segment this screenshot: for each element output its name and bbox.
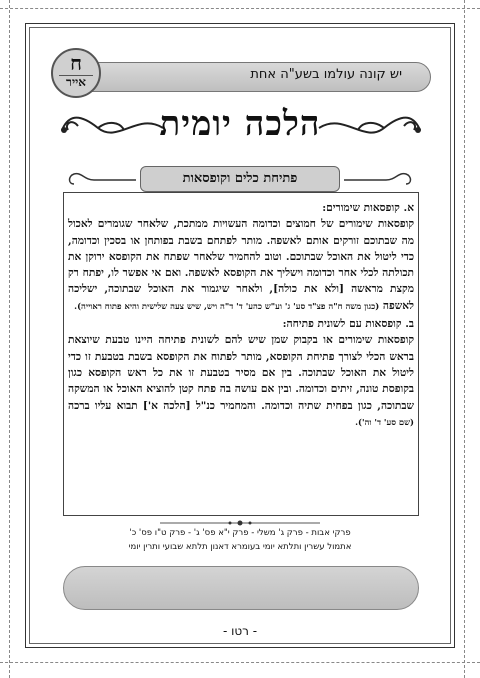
cut-line-bottom: [0, 662, 480, 663]
seal-letter: ח: [70, 51, 82, 75]
footer-divider-ornament: [160, 520, 320, 526]
footer-omer-count: אתמול עשרין ותלתא יומי בעומרא דאנון תלתא שבועי ותרין יומי: [128, 542, 352, 552]
cut-line-right: [464, 0, 465, 678]
section-b-source: (שם סע' ד' וה').: [355, 416, 414, 427]
section-b-text: קופסאות שימורים או בקבוק שמן שיש להם לשונית פתיחה היינו טבעת שיוצאת בראש הכלי לצורך פתיחת הקופסא, מותר לפתוח את הקופסא בשבת בטבעת זו כדי ליטול את האוכל שבתוכה. בין אם מסיר בטבעת זו את כל ראש הקופסא כגון בקופסת טונה, זיתים וכדומה. ובין אם עושה בה פתח קטן להוציא האוכל או המשקה שבתוכה, כגון בפחית שתיה וכדומה. והמחמיר כנ"ל [הלכה א'] תבוא עליו ברכה: [68, 334, 414, 412]
bottom-bar: [63, 566, 419, 610]
content-body: [68, 200, 414, 430]
page-number: - רטו -: [222, 624, 258, 638]
section-ornament-right: [342, 170, 416, 190]
header-text: יש קונה עולמו בשע"ה אחת: [250, 67, 402, 82]
section-ornament-left: [64, 170, 138, 190]
section-a: [68, 200, 414, 314]
section-a-text: קופסאות שימורים של חמוצים וכדומה העשויות ממתכת, שלאחר שגומרים לאכול מה שבתוכם זורקים אותם לאשפה. מותר לפתחם בשבת בפותחן או בסכין וכדומה, כדי ליטול את האוכל שבתוכם. וטוב להחמיר שלאחר שפתח את הקופסא ירוקן את תכולתה לכלי אחר וכדומה וישליך את הקופסא לאשפה. ואם אי אפשר לו, יפתח רק מקצת מראשה [ולא את כולה], ולאחר שיגמור את האוכל שבתוכה, ישליכה לאשפה: [68, 218, 414, 312]
section-b-heading: ב. קופסאות עם לשונית פתיחה:: [282, 318, 414, 331]
footer-sources: פרקי אבות - פרק ג' משלי - פרק י"א פס' ג' - פרק ט"ו פס' כ': [129, 528, 351, 538]
cut-line-left: [9, 0, 10, 678]
section-a-source: (כגון משה ח"ה פצ"ד סע' ג' וע"ש כהע' ד' ד"ה ויש, שיש צעה שלישית והיא פתוח ראוייה).: [74, 300, 380, 311]
seal-month: אייר: [59, 75, 93, 88]
section-title: פתיחת כלים וקופסאות: [140, 166, 340, 192]
date-seal: [51, 48, 101, 98]
section-b: [68, 316, 414, 430]
section-a-heading: א. קופסאות שימורים:: [322, 202, 414, 214]
cut-line-top: [0, 8, 480, 9]
page-title: הלכה יומית: [159, 104, 321, 144]
